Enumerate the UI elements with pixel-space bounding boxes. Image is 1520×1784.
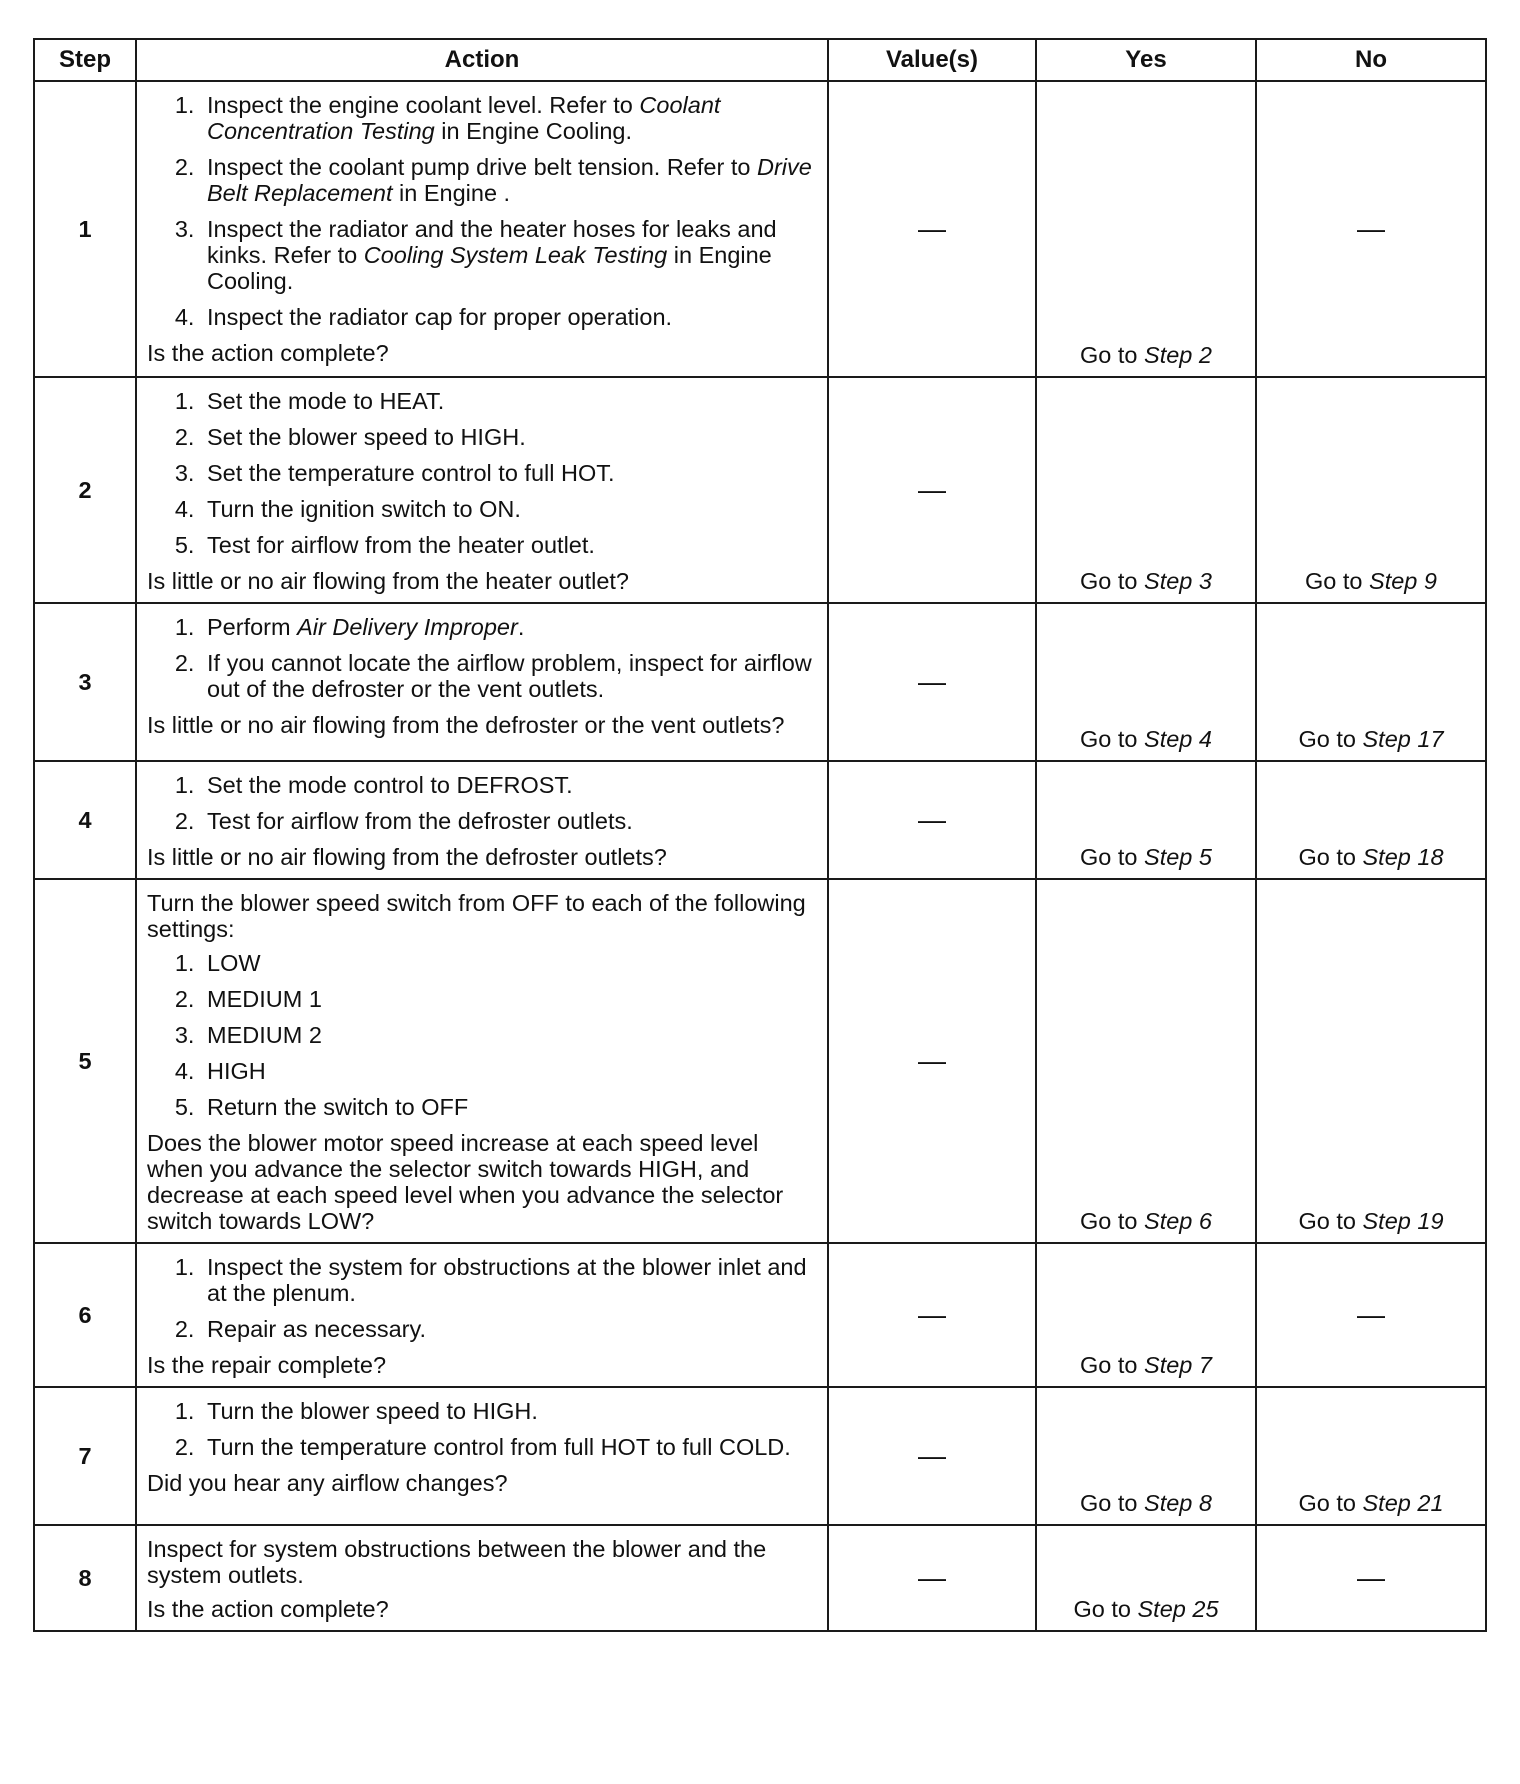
table-row [34, 1387, 1486, 1525]
action-text-suffix: . [517, 614, 525, 640]
action-steps-list [147, 1254, 817, 1342]
action-cell [136, 1387, 828, 1525]
header-row [34, 39, 1486, 81]
action-step [201, 92, 817, 144]
action-text-suffix: in Engine Cooling. [434, 118, 633, 144]
action-cell [136, 377, 828, 603]
action-step [201, 424, 817, 450]
table-row [34, 603, 1486, 761]
step-reference: Step 4 [1144, 726, 1212, 752]
action-text: HIGH [207, 1058, 266, 1084]
action-text: Inspect the radiator and the heater hoses for leaks and kinks. Refer to [207, 216, 777, 268]
step-number: 6 [34, 1243, 136, 1387]
no-cell [1256, 761, 1486, 879]
action-text-suffix: in Engine Cooling. [207, 242, 772, 294]
action-step [201, 1094, 817, 1120]
value-cell: — [828, 1243, 1036, 1387]
step-reference: Step 19 [1362, 1208, 1444, 1234]
action-text: Return the switch to OFF [207, 1094, 469, 1120]
action-step [201, 216, 817, 294]
no-cell [1256, 879, 1486, 1243]
action-step [201, 388, 817, 414]
table-row [34, 879, 1486, 1243]
no-cell: — [1256, 81, 1486, 377]
table-row [34, 81, 1486, 377]
action-text: Inspect the system for obstructions at the blower inlet and at the plenum. [207, 1254, 807, 1306]
value-cell: — [828, 1387, 1036, 1525]
go-to-text: Go to [1305, 568, 1363, 594]
go-to-text: Go to [1080, 342, 1138, 368]
action-step [201, 986, 817, 1012]
step-reference: Step 6 [1144, 1208, 1212, 1234]
no-cell: — [1256, 1243, 1486, 1387]
action-text: Perform [207, 614, 298, 640]
value-cell: — [828, 761, 1036, 879]
step-number: 4 [34, 761, 136, 879]
action-text: MEDIUM 2 [207, 1022, 322, 1048]
go-to-text: Go to [1080, 568, 1138, 594]
step-reference: Step 21 [1362, 1490, 1444, 1516]
action-cell [136, 81, 828, 377]
action-text: Set the mode control to DEFROST. [207, 772, 573, 798]
action-question: Is little or no air flowing from the defroster or the vent outlets? [147, 712, 785, 738]
action-question: Is the repair complete? [147, 1352, 387, 1378]
yes-cell [1036, 1243, 1256, 1387]
header-yes: Yes [1036, 39, 1256, 81]
action-steps-list [147, 1398, 817, 1460]
go-to-text: Go to [1298, 726, 1356, 752]
yes-cell [1036, 1525, 1256, 1631]
action-text: Turn the temperature control from full HOT to full COLD. [207, 1434, 791, 1460]
header-step: Step [34, 39, 136, 81]
action-question: Is the action complete? [147, 1596, 389, 1622]
go-to-text: Go to [1298, 1490, 1356, 1516]
action-step [201, 532, 817, 558]
action-steps-list [147, 772, 817, 834]
action-text: Test for airflow from the heater outlet. [207, 532, 595, 558]
action-text: LOW [207, 950, 261, 976]
step-number: 2 [34, 377, 136, 603]
action-text: Inspect the radiator cap for proper operation. [207, 304, 673, 330]
no-cell: — [1256, 1525, 1486, 1631]
action-intro: Turn the blower speed switch from OFF to each of the following settings: [147, 890, 806, 942]
value-cell: — [828, 81, 1036, 377]
action-step [201, 304, 817, 330]
yes-cell [1036, 603, 1256, 761]
value-cell: — [828, 1525, 1036, 1631]
go-to-text: Go to [1080, 1352, 1138, 1378]
step-reference: Step 8 [1144, 1490, 1212, 1516]
go-to-text: Go to [1080, 844, 1138, 870]
action-steps-list [147, 92, 817, 330]
go-to-text: Go to [1073, 1596, 1131, 1622]
action-text: Inspect the coolant pump drive belt tension. Refer to [207, 154, 757, 180]
yes-cell [1036, 1387, 1256, 1525]
header-action: Action [136, 39, 828, 81]
step-reference: Step 5 [1144, 844, 1212, 870]
action-text: MEDIUM 1 [207, 986, 322, 1012]
value-cell: — [828, 879, 1036, 1243]
step-number: 3 [34, 603, 136, 761]
go-to-text: Go to [1080, 726, 1138, 752]
action-cell [136, 1525, 828, 1631]
action-text: Repair as necessary. [207, 1316, 426, 1342]
table-row [34, 377, 1486, 603]
action-text: Set the mode to HEAT. [207, 388, 445, 414]
step-reference: Step 25 [1137, 1596, 1219, 1622]
action-step [201, 1058, 817, 1084]
action-question: Is little or no air flowing from the heater outlet? [147, 568, 629, 594]
yes-cell [1036, 761, 1256, 879]
action-text-suffix: in Engine . [392, 180, 511, 206]
action-step [201, 950, 817, 976]
reference-link-text: Cooling System Leak Testing [363, 242, 668, 268]
go-to-text: Go to [1298, 844, 1356, 870]
step-reference: Step 3 [1144, 568, 1212, 594]
step-number: 8 [34, 1525, 136, 1631]
action-step [201, 1398, 817, 1424]
step-reference: Step 7 [1144, 1352, 1212, 1378]
header-no: No [1256, 39, 1486, 81]
action-text: Set the temperature control to full HOT. [207, 460, 615, 486]
no-cell [1256, 603, 1486, 761]
reference-link-text: Drive Belt Replacement [207, 154, 812, 206]
go-to-text: Go to [1298, 1208, 1356, 1234]
step-number: 1 [34, 81, 136, 377]
action-question: Is little or no air flowing from the defroster outlets? [147, 844, 667, 870]
step-reference: Step 18 [1362, 844, 1444, 870]
action-text: If you cannot locate the airflow problem, inspect for airflow out of the defroster or the vent outlets. [207, 650, 812, 702]
action-cell [136, 879, 828, 1243]
table-row [34, 761, 1486, 879]
action-step [201, 808, 817, 834]
diagnostic-table [33, 38, 1487, 1632]
action-text: Turn the blower speed to HIGH. [207, 1398, 538, 1424]
action-step [201, 460, 817, 486]
table-row [34, 1243, 1486, 1387]
action-step [201, 1022, 817, 1048]
action-question: Does the blower motor speed increase at each speed level when you advance the selector switch towards HIGH, and decrease at each speed level when you advance the selector switch towards LOW? [147, 1130, 784, 1234]
action-step [201, 772, 817, 798]
action-step [201, 650, 817, 702]
no-cell [1256, 377, 1486, 603]
step-number: 5 [34, 879, 136, 1243]
action-step [201, 614, 817, 640]
reference-link-text: Coolant Concentration Testing [207, 92, 721, 144]
yes-cell [1036, 81, 1256, 377]
action-question: Did you hear any airflow changes? [147, 1470, 508, 1496]
step-reference: Step 17 [1362, 726, 1444, 752]
action-cell [136, 761, 828, 879]
action-step [201, 154, 817, 206]
action-cell [136, 603, 828, 761]
action-text: Inspect the engine coolant level. Refer to [207, 92, 640, 118]
action-text: Set the blower speed to HIGH. [207, 424, 526, 450]
action-cell [136, 1243, 828, 1387]
table-row [34, 1525, 1486, 1631]
action-question: Is the action complete? [147, 340, 389, 366]
yes-cell [1036, 377, 1256, 603]
value-cell: — [828, 377, 1036, 603]
no-cell [1256, 1387, 1486, 1525]
value-cell: — [828, 603, 1036, 761]
table-body [34, 81, 1486, 1631]
action-text: Test for airflow from the defroster outlets. [207, 808, 633, 834]
action-text: Turn the ignition switch to ON. [207, 496, 521, 522]
go-to-text: Go to [1080, 1208, 1138, 1234]
action-step [201, 1316, 817, 1342]
action-intro: Inspect for system obstructions between the blower and the system outlets. [147, 1536, 767, 1588]
action-steps-list [147, 950, 817, 1120]
action-step [201, 1254, 817, 1306]
header-values: Value(s) [828, 39, 1036, 81]
action-step [201, 1434, 817, 1460]
reference-link-text: Air Delivery Improper [297, 614, 518, 640]
action-steps-list [147, 614, 817, 702]
yes-cell [1036, 879, 1256, 1243]
go-to-text: Go to [1080, 1490, 1138, 1516]
action-steps-list [147, 388, 817, 558]
step-reference: Step 9 [1369, 568, 1437, 594]
action-step [201, 496, 817, 522]
step-reference: Step 2 [1144, 342, 1212, 368]
step-number: 7 [34, 1387, 136, 1525]
